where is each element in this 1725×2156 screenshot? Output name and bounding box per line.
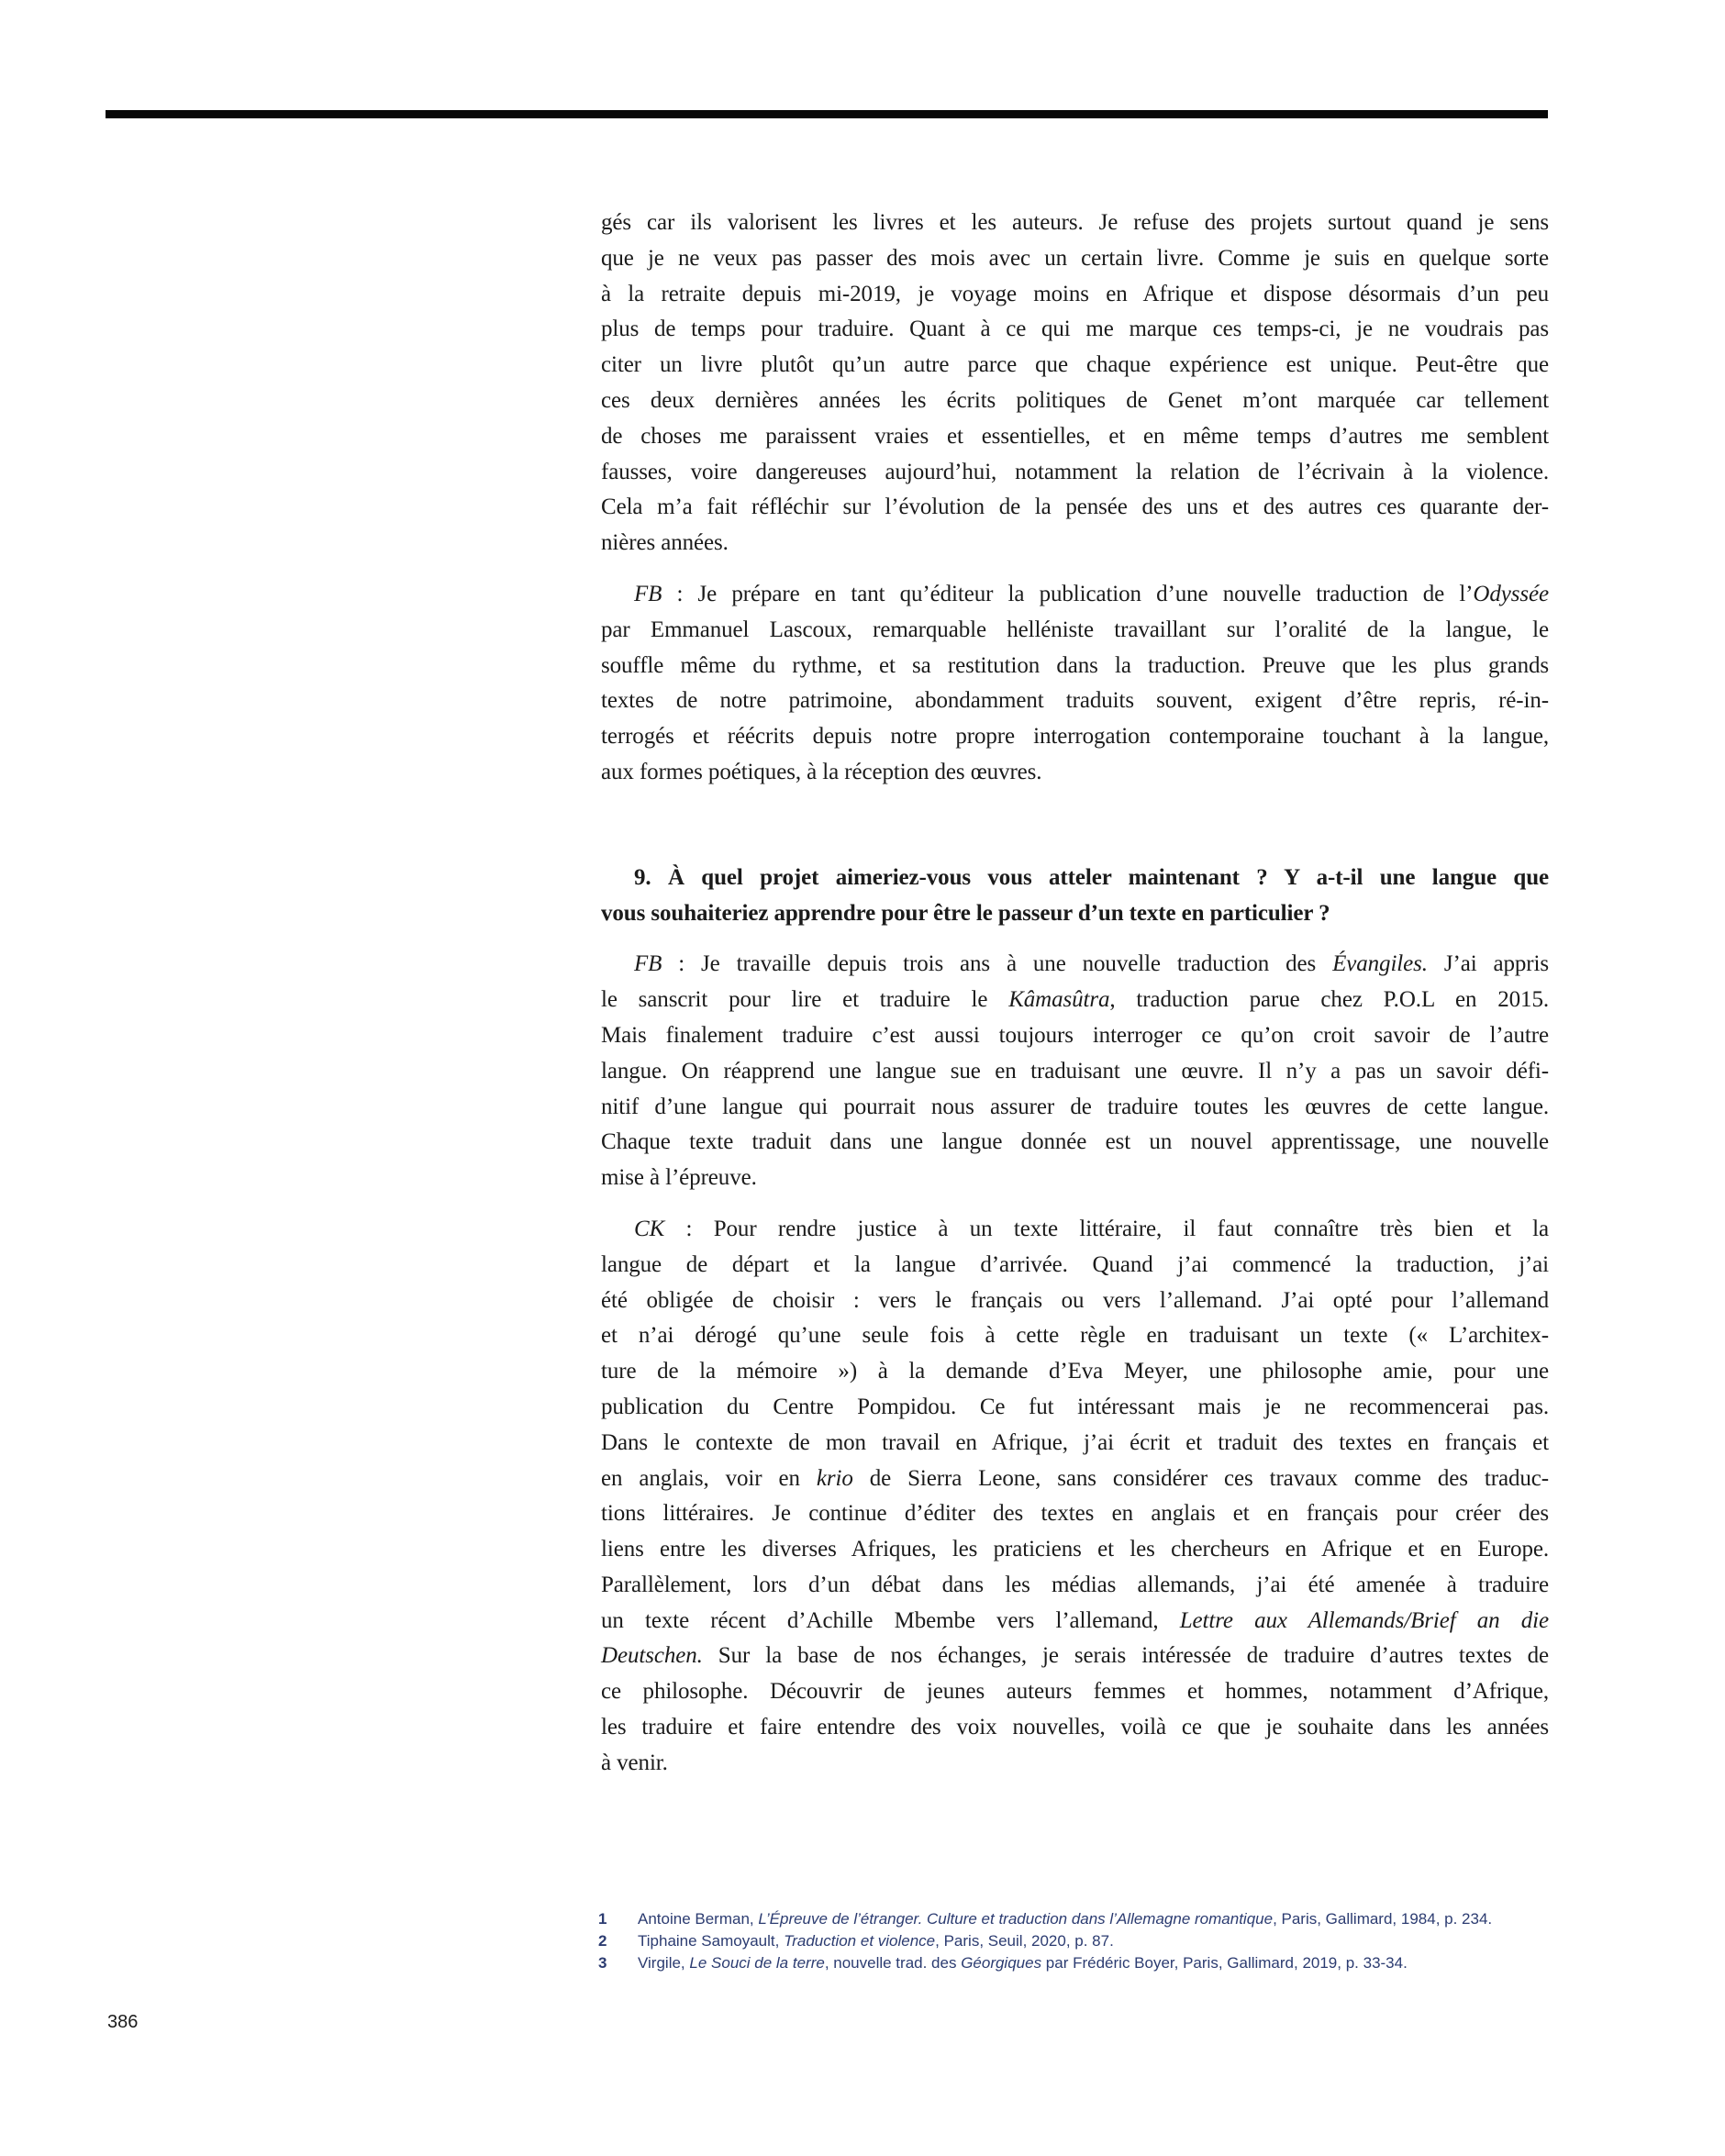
text-span: nières années. (601, 530, 729, 556)
text-line (601, 206, 1549, 241)
text-span: Chaque texte traduit dans une langue donnée est un nouvel apprentissage, une nouvelle (601, 1129, 1549, 1155)
text-line (601, 490, 1549, 526)
text-line (601, 1639, 1549, 1674)
text-span: aux formes poétiques, à la réception des œuvres. (601, 759, 1042, 784)
text-line (601, 383, 1549, 419)
italic-text: Le Souci de la terre (689, 1954, 825, 1972)
text-line (601, 1248, 1549, 1284)
text-line (601, 861, 1549, 896)
page-number: 386 (107, 2012, 139, 2032)
text-line (601, 1318, 1549, 1354)
text-span: terrogés et réécrits depuis notre propre interrogation contemporaine touchant à la langue, (601, 724, 1549, 750)
text-line (601, 577, 1549, 613)
italic-text: FB (634, 951, 662, 977)
italic-text: CK (634, 1216, 665, 1241)
text-span: langue. On réapprend une langue sue en traduisant une œuvre. Il n’y a pas un savoir défi- (601, 1058, 1549, 1084)
text-line (601, 755, 1549, 791)
text-span: nitif d’une langue qui pourrait nous assurer de traduire toutes les œuvres de cette langue. (601, 1094, 1549, 1119)
text-span: ture de la mémoire ») à la demande d’Eva Meyer, une philosophe amie, pour une (601, 1359, 1549, 1384)
text-span: , Paris, Gallimard, 1984, p. 234. (1273, 1910, 1493, 1928)
text-span: en anglais, voir en (601, 1465, 817, 1491)
text-line (601, 1426, 1549, 1461)
text-span: les traduire et faire entendre des voix nouvelles, voilà ce que je souhaite dans les années (601, 1715, 1549, 1740)
text-span: Antoine Berman, (638, 1910, 759, 1928)
question-heading (601, 861, 1549, 932)
footnote-text (638, 1952, 1525, 1974)
text-span: le sanscrit pour lire et traduire le (601, 987, 1009, 1013)
italic-text: Évangiles. (1332, 951, 1428, 977)
text-span: été obligée de choisir : vers le français ou vers l’allemand. J’ai opté pour l’allemand (601, 1287, 1549, 1313)
text-span: Tiphaine Samoyault, (638, 1932, 785, 1950)
text-span: : Je travaille depuis trois ans à une nouvelle traduction des (662, 951, 1333, 977)
text-span: vous souhaiteriez apprendre pour être le passeur d’un texte en particulier ? (601, 900, 1330, 926)
text-span: et n’ai dérogé qu’une seule fois à cette règle en traduisant un texte (« L’architex- (601, 1323, 1549, 1349)
text-line (601, 1604, 1549, 1639)
text-span: J’ai appris (1427, 951, 1549, 977)
italic-text: Deutschen. (601, 1643, 703, 1669)
text-span: de Sierra Leone, sans considérer ces travaux comme des traduc- (852, 1465, 1550, 1491)
top-rule (106, 110, 1548, 118)
text-line (601, 241, 1549, 277)
text-line (601, 1161, 1549, 1196)
footnote-item (598, 1930, 1525, 1952)
article-body (601, 206, 1549, 1782)
text-line (601, 947, 1549, 983)
text-span: publication du Centre Pompidou. Ce fut intéressant mais je ne recommencerai pas. (601, 1394, 1549, 1419)
text-span: à venir. (601, 1750, 668, 1775)
text-line (601, 1054, 1549, 1090)
text-span: que je ne veux pas passer des mois avec un certain livre. Comme je suis en quelque sorte (601, 245, 1549, 271)
text-line (601, 1568, 1549, 1604)
text-span: citer un livre plutôt qu’un autre parce que chaque expérience est unique. Peut-être que (601, 352, 1549, 378)
italic-text: krio (816, 1465, 853, 1491)
text-span: fausses, voire dangereuses aujourd’hui, notamment la relation de l’écrivain à la violence. (601, 459, 1549, 484)
text-line (601, 719, 1549, 755)
text-span: , nouvelle trad. des (824, 1954, 962, 1972)
text-line (601, 526, 1549, 561)
text-span: tions littéraires. Je continue d’éditer des textes en anglais et en français pour créer des (601, 1501, 1549, 1527)
footnote-text (638, 1908, 1525, 1930)
text-line (601, 983, 1549, 1018)
text-span: textes de notre patrimoine, abondamment traduits souvent, exigent d’être repris, ré-in- (601, 688, 1549, 714)
text-line (601, 1212, 1549, 1248)
footnote-text (638, 1930, 1525, 1952)
text-span: par Frédéric Boyer, Paris, Gallimard, 2019, p. 33-34. (1041, 1954, 1408, 1972)
text-span: de choses me paraissent vraies et essentielles, et en même temps d’autres me semblent (601, 423, 1549, 449)
text-span: Virgile, (638, 1954, 690, 1972)
text-span: langue de départ et la langue d’arrivée. Quand j’ai commencé la traduction, j’ai (601, 1251, 1549, 1277)
italic-text: Géorgiques (961, 1954, 1042, 1972)
text-span: , traduction parue chez P.O.L en 2015. (1109, 987, 1549, 1013)
text-span: gés car ils valorisent les livres et les auteurs. Je refuse des projets surtout quand je sens (601, 210, 1549, 235)
text-line (601, 1746, 1549, 1782)
text-line (601, 1018, 1549, 1054)
text-line (601, 1354, 1549, 1390)
text-span: Parallèlement, lors d’un débat dans les médias allemands, j’ai été amenée à traduire (601, 1572, 1549, 1597)
text-line (601, 1461, 1549, 1497)
text-line (601, 419, 1549, 455)
text-span: ce philosophe. Découvrir de jeunes auteurs femmes et hommes, notamment d’Afrique, (601, 1679, 1549, 1705)
text-span: , Paris, Seuil, 2020, p. 87. (935, 1932, 1114, 1950)
text-line (601, 1674, 1549, 1710)
text-line (601, 277, 1549, 313)
text-line (601, 1090, 1549, 1126)
footnote-item (598, 1908, 1525, 1930)
italic-text: Odyssée (1473, 581, 1549, 606)
text-span: Sur la base de nos échanges, je serais intéressée de traduire d’autres textes de (702, 1643, 1549, 1669)
text-line (601, 1284, 1549, 1319)
text-span: Mais finalement traduire c’est aussi toujours interroger ce qu’on croit savoir de l’autre (601, 1022, 1549, 1048)
text-span: un texte récent d’Achille Mbembe vers l’allemand, (601, 1607, 1180, 1633)
text-span: 9. À quel projet aimeriez-vous vous atteler maintenant ? Y a-t-il une langue que (634, 864, 1549, 890)
text-line (601, 683, 1549, 719)
paragraph (601, 577, 1549, 791)
text-span: : Je prépare en tant qu’éditeur la publication d’une nouvelle traduction de l’ (662, 581, 1474, 606)
text-line (601, 649, 1549, 684)
footnotes (598, 1908, 1525, 1974)
paragraph (601, 1212, 1549, 1782)
text-span: Dans le contexte de mon travail en Afrique, j’ai écrit et traduit des textes en français et (601, 1429, 1549, 1455)
text-line (601, 896, 1549, 932)
text-span: liens entre les diverses Afriques, les praticiens et les chercheurs en Afrique et en Europe. (601, 1537, 1549, 1562)
footnote-number: 3 (598, 1954, 607, 1972)
paragraph (601, 206, 1549, 561)
italic-text: Lettre aux Allemands/Brief an die (1179, 1607, 1550, 1633)
text-line (601, 348, 1549, 383)
italic-text: L’Épreuve de l’étranger. Culture et traduction dans l’Allemagne romantique (758, 1910, 1274, 1928)
text-span: : Pour rendre justice à un texte littéraire, il faut connaître très bien et la (664, 1216, 1549, 1241)
text-line (601, 1496, 1549, 1532)
footnote-item (598, 1952, 1525, 1974)
text-span: mise à l’épreuve. (601, 1165, 757, 1191)
italic-text: FB (634, 581, 662, 606)
paragraph (601, 947, 1549, 1196)
text-line (601, 1390, 1549, 1426)
italic-text: Kâmasûtra (1008, 987, 1110, 1013)
text-span: à la retraite depuis mi-2019, je voyage moins en Afrique et dispose désormais d’un peu (601, 281, 1549, 306)
text-span: par Emmanuel Lascoux, remarquable helléniste travaillant sur l’oralité de la langue, le (601, 617, 1549, 642)
text-line (601, 455, 1549, 491)
text-span: souffle même du rythme, et sa restitution dans la traduction. Preuve que les plus grands (601, 652, 1549, 678)
footnote-number: 2 (598, 1932, 607, 1950)
text-line (601, 312, 1549, 348)
text-line (601, 613, 1549, 649)
italic-text: Traduction et violence (784, 1932, 936, 1950)
text-span: plus de temps pour traduire. Quant à ce qui me marque ces temps-ci, je ne voudrais pas (601, 317, 1549, 342)
text-line (601, 1532, 1549, 1568)
text-line (601, 1125, 1549, 1161)
text-span: Cela m’a fait réfléchir sur l’évolution de la pensée des uns et des autres ces quarante der- (601, 495, 1549, 520)
footnote-number: 1 (598, 1910, 607, 1928)
text-span: ces deux dernières années les écrits politiques de Genet m’ont marquée car tellement (601, 387, 1549, 413)
text-line (601, 1710, 1549, 1746)
